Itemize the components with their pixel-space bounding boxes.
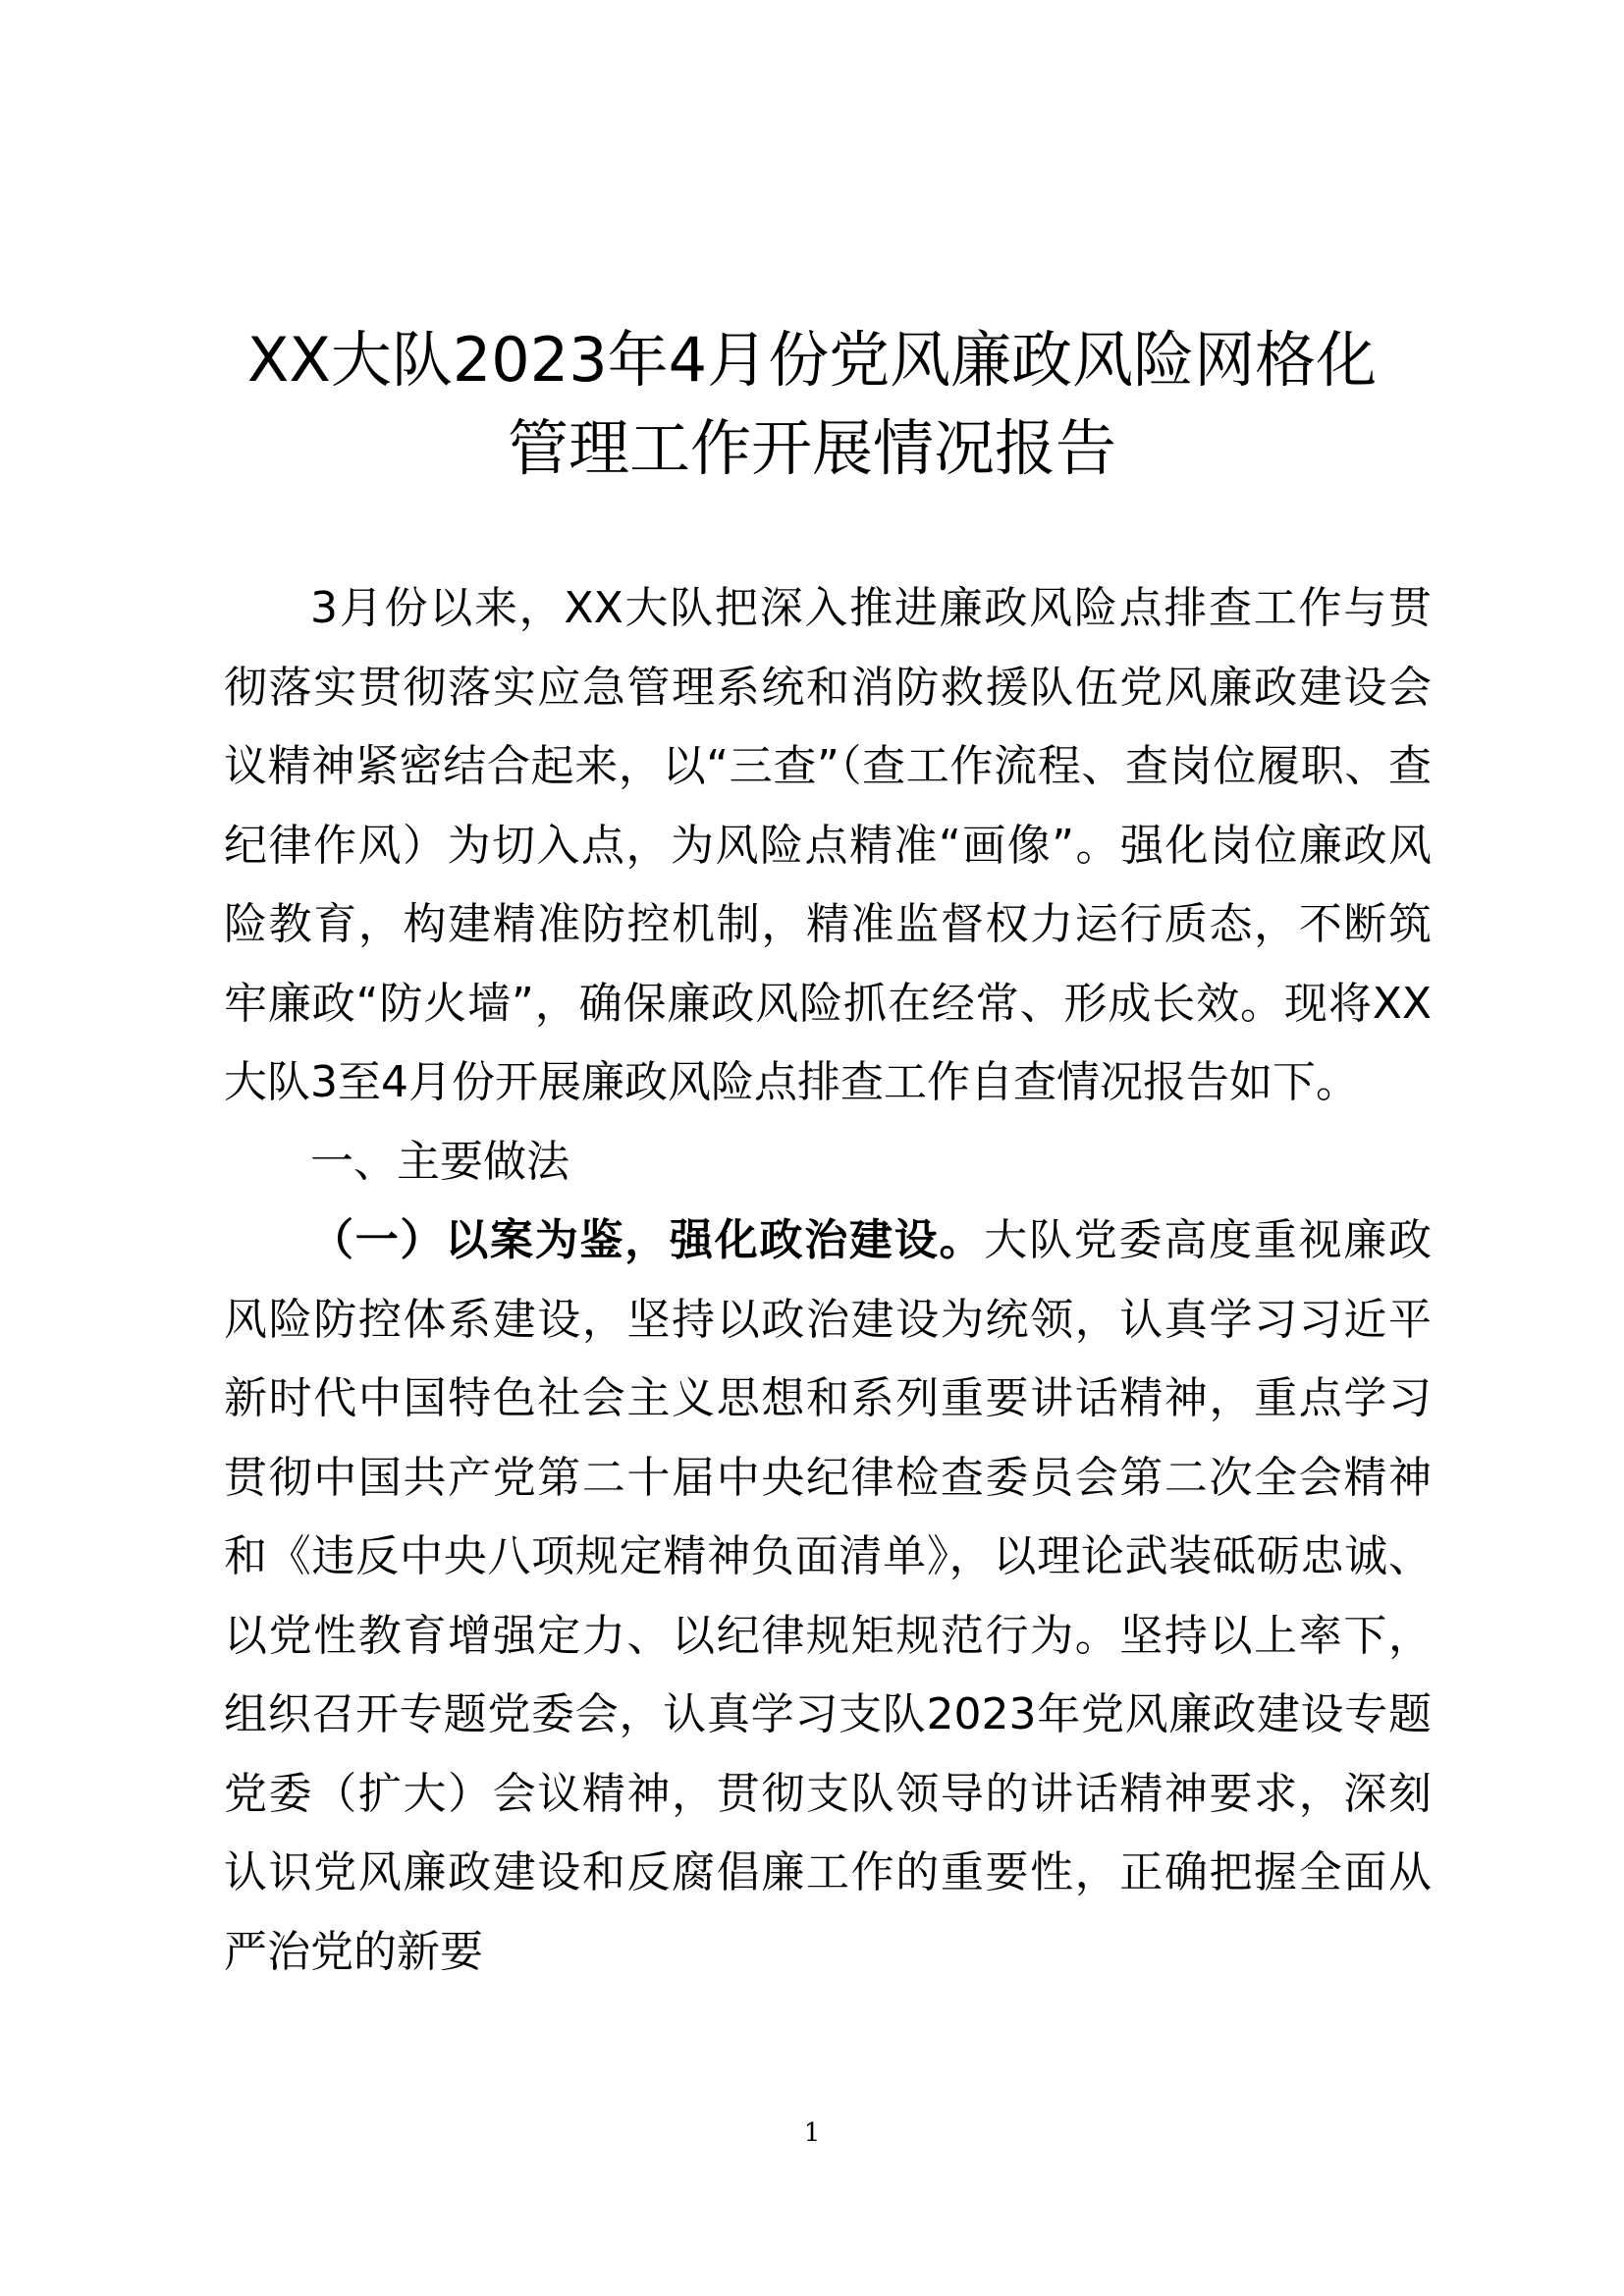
title-line-1: XX大队2023年4月份党风廉政风险网格化 [246,324,1378,396]
section-heading-main-practices: 一、主要做法 [310,1136,569,1187]
subsection-paragraph-1 [224,1201,1432,1992]
title-line-2: 管理工作开展情况报告 [507,412,1116,484]
document-body [224,569,1432,1992]
document-title [196,316,1428,493]
page-number: 1 [803,2118,821,2148]
intro-paragraph: 3月份以来，XX大队把深入推进廉政风险点排查工作与贯彻落实贯彻落实应急管理系统和消防救援队伍党风廉政建设会议精神紧密结合起来，以“三查”（查工作流程、查岗位履职、查纪律作风）为切入点，为风险点精准“画像”。强化岗位廉政风险教育，构建精准防控机制，精准监督权力运行质态，不断筑牢廉政“防火墙”，确保廉政风险抓在经常、形成长效。现将XX大队3至4月份开展廉政风险点排查工作自查情况报告如下。 [224,583,1432,1107]
subsection-text-1: 大队党委高度重视廉政风险防控体系建设，坚持以政治建设为统领，认真学习习近平新时代中国特色社会主义思想和系列重要讲话精神，重点学习贯彻中国共产党第二十届中央纪律检查委员会第二次全会精神和《违反中央八项规定精神负面清单》，以理论武装砥砺忠诚、以党性教育增强定力、以纪律规矩规范行为。坚持以上率下，组织召开专题党委会，认真学习支队2023年党风廉政建设专题党委（扩大）会议精神，贯彻支队领导的讲话精神要求，深刻认识党风廉政建设和反腐倡廉工作的重要性，正确把握全面从严治党的新要 [224,1215,1432,1977]
subsection-heading-1: （一）以案为鉴，强化政治建设。 [310,1215,985,1265]
